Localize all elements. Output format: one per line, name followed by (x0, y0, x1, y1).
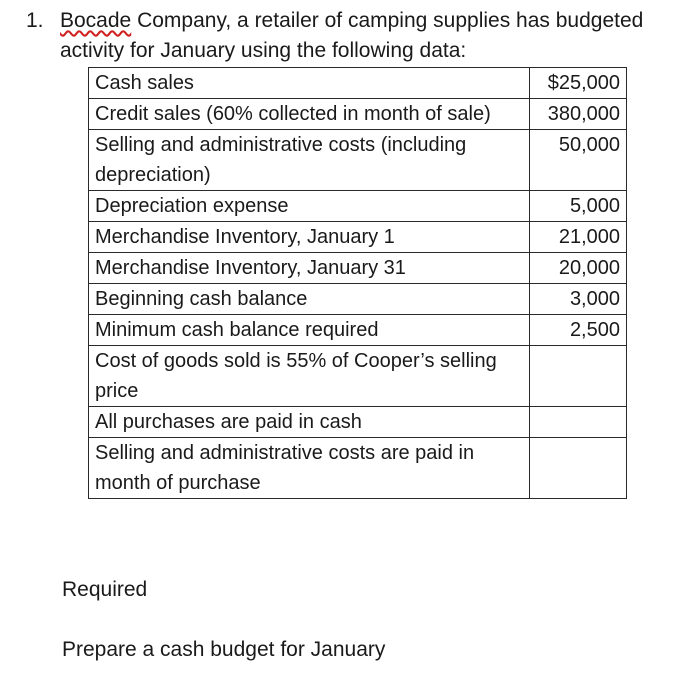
row-label: Merchandise Inventory, January 31 (89, 253, 530, 284)
row-value: 380,000 (530, 99, 627, 130)
company-name: Bocade (60, 9, 132, 32)
intro-text: Company, a retailer of camping supplies has budgeted (131, 9, 644, 32)
row-label: Selling and administrative costs are paid in month of purchase (89, 438, 530, 499)
row-value (530, 407, 627, 438)
problem-number: 1. (26, 9, 44, 32)
row-label: Depreciation expense (89, 191, 530, 222)
table-row (89, 68, 627, 99)
instruction-text: Prepare a cash budget for January (62, 638, 386, 661)
row-value (530, 438, 627, 499)
row-label: Credit sales (60% collected in month of sale) (89, 99, 530, 130)
table-row (89, 99, 627, 130)
row-label: Selling and administrative costs (including depreciation) (89, 130, 530, 191)
row-label: Cost of goods sold is 55% of Cooper’s selling price (89, 346, 530, 407)
row-value: $25,000 (530, 68, 627, 99)
problem-intro (26, 6, 688, 66)
table-row (89, 407, 627, 438)
table-row (89, 191, 627, 222)
table-row (89, 130, 627, 191)
row-value: 3,000 (530, 284, 627, 315)
row-value: 5,000 (530, 191, 627, 222)
budget-data-table (88, 67, 627, 499)
table-row (89, 222, 627, 253)
table-row (89, 315, 627, 346)
intro-line-2: activity for January using the following data: (60, 39, 467, 62)
row-label: Cash sales (89, 68, 530, 99)
row-label: Beginning cash balance (89, 284, 530, 315)
row-value (530, 346, 627, 407)
row-value: 21,000 (530, 222, 627, 253)
table-row (89, 346, 627, 407)
row-value: 50,000 (530, 130, 627, 191)
row-label: Merchandise Inventory, January 1 (89, 222, 530, 253)
row-value: 2,500 (530, 315, 627, 346)
row-value: 20,000 (530, 253, 627, 284)
row-label: Minimum cash balance required (89, 315, 530, 346)
table-row (89, 284, 627, 315)
table-row (89, 253, 627, 284)
table-row (89, 438, 627, 499)
intro-line-1 (26, 6, 688, 36)
row-label: All purchases are paid in cash (89, 407, 530, 438)
required-heading: Required (62, 578, 148, 601)
